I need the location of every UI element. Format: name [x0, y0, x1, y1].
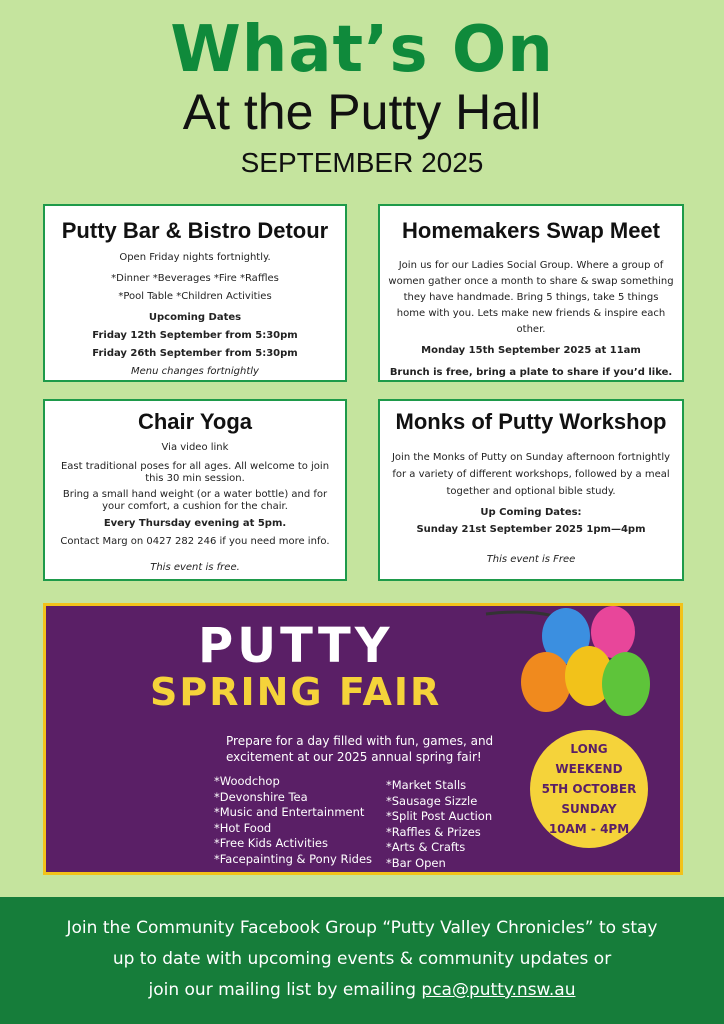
monks-date: Sunday 21st September 2025 1pm—4pm [416, 524, 646, 535]
badge-line: SUNDAY [561, 802, 617, 816]
spring-fair-banner [43, 603, 683, 875]
balloon-green [602, 652, 650, 716]
list-item: *Devonshire Tea [214, 789, 308, 804]
page-subtitle: At the Putty Hall [182, 84, 542, 140]
list-item: *Split Post Auction [386, 809, 493, 823]
yoga-contact: Contact Marg on 0427 282 246 if you need more info. [60, 536, 330, 547]
balloon-orange [521, 652, 571, 712]
page-title: What’s On [170, 13, 554, 87]
swap-card [378, 204, 684, 382]
bistro-dates-heading: Upcoming Dates [148, 312, 242, 323]
badge-line: 10AM - 4PM [548, 822, 630, 836]
badge-line: WEEKEND [555, 762, 623, 776]
footer [0, 897, 724, 1024]
swap-body: Join us for our Ladies Social Group. Where a group of women gather once a month to share & swap something they have handmade. Bring 5 things, take 5 things home with you. Lets make new friends & inspire each other. [388, 260, 674, 335]
list-item: *Free Kids Activities [214, 836, 328, 850]
monks-card [378, 399, 684, 581]
bistro-line2: *Dinner *Beverages *Fire *Raffles [111, 273, 279, 284]
swap-note: Brunch is free, bring a plate to share if you’d like. [389, 367, 673, 378]
yoga-note: This event is free. [150, 562, 240, 573]
yoga-title: Chair Yoga [137, 409, 253, 434]
bistro-date1: Friday 12th September from 5:30pm [92, 330, 298, 341]
list-item: *Bar Open [386, 855, 446, 870]
email-link[interactable]: pca@putty.nsw.au [421, 980, 576, 1000]
list-item: *Woodchop [214, 774, 280, 788]
fair-list-right [386, 778, 492, 871]
list-item: *Sausage Sizzle [386, 793, 478, 808]
monks-body: Join the Monks of Putty on Sunday afternoon fortnightly for a variety of different workshops, followed by a meal together and optional bible study. [391, 452, 671, 497]
monks-note: This event is Free [486, 554, 576, 565]
footer-line2: up to date with upcoming events & community updates or [112, 949, 612, 969]
fair-description: Prepare for a day filled with fun, games, and excitement at our 2025 annual spring fair! [226, 734, 494, 764]
date-badge [530, 730, 648, 848]
list-item: *Raffles & Prizes [386, 824, 481, 839]
bistro-line1: Open Friday nights fortnightly. [119, 252, 271, 263]
yoga-card [43, 399, 347, 581]
badge-line: LONG [570, 742, 608, 756]
footer-line3 [0, 975, 724, 1006]
yoga-line1: Via video link [161, 442, 229, 453]
yoga-line3: Bring a small hand weight (or a water bottle) and for your comfort, a cushion for the chair. [62, 489, 328, 512]
list-item: *Facepainting & Pony Rides [214, 851, 373, 866]
list-item: *Music and Entertainment [214, 805, 365, 819]
list-item: *Arts & Crafts [386, 840, 466, 854]
yoga-when: Every Thursday evening at 5pm. [103, 518, 287, 529]
footer-line1: Join the Community Facebook Group “Putty Valley Chronicles” to stay [66, 918, 658, 938]
bistro-title: Putty Bar & Bistro Detour [61, 218, 329, 243]
monks-title: Monks of Putty Workshop [395, 409, 667, 434]
bistro-card [43, 204, 347, 382]
yoga-line2: East traditional poses for all ages. All welcome to join this 30 min session. [60, 461, 330, 484]
list-item: *Hot Food [214, 820, 272, 835]
bistro-date2: Friday 26th September from 5:30pm [92, 348, 298, 359]
balloons-icon [446, 603, 676, 732]
bistro-note: Menu changes fortnightly [131, 366, 259, 377]
fair-title-line2: SPRING FAIR [150, 670, 442, 714]
bistro-line3: *Pool Table *Children Activities [118, 291, 272, 302]
list-item: *Market Stalls [386, 778, 467, 792]
month-label: SEPTEMBER 2025 [240, 147, 484, 178]
fair-title-line1: PUTTY [198, 618, 394, 674]
footer-line3-prefix: join our mailing list by emailing [148, 980, 422, 1000]
fair-list-left [214, 774, 372, 867]
swap-date: Monday 15th September 2025 at 11am [421, 345, 641, 356]
swap-title: Homemakers Swap Meet [402, 218, 660, 243]
badge-line: 5TH OCTOBER [541, 782, 637, 796]
monks-dates-heading: Up Coming Dates: [480, 507, 582, 518]
